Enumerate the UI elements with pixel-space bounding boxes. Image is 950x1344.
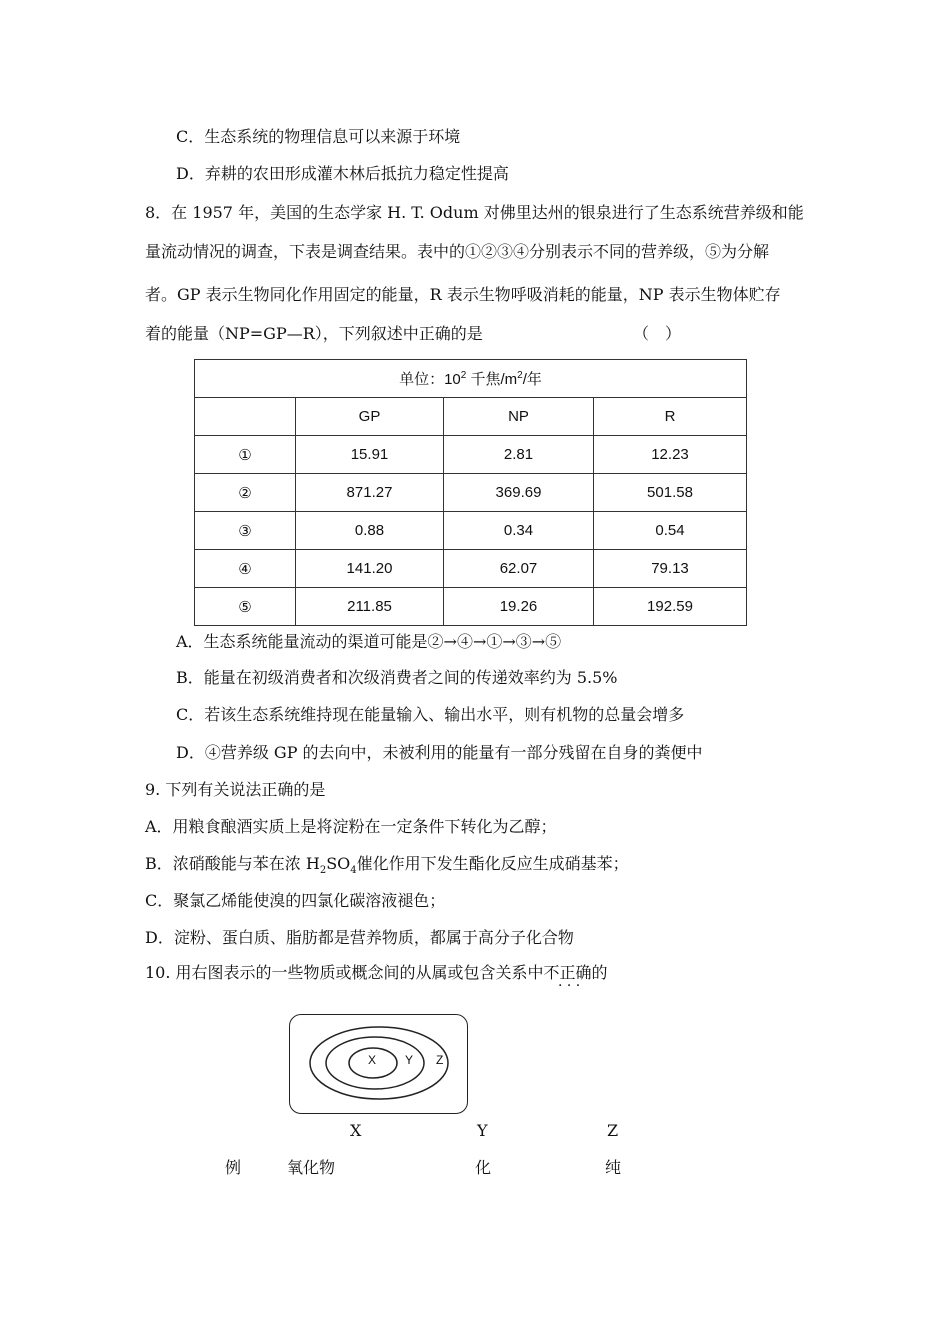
q8-option-c: C．若该生态系统维持现在能量输入、输出水平，则有机物的总量会增多 bbox=[176, 705, 685, 724]
q9-option-d: D．淀粉、蛋白质、脂肪都是营养物质，都属于高分子化合物 bbox=[145, 928, 574, 947]
table-cell: 192.59 bbox=[594, 588, 747, 626]
table-unit-row bbox=[195, 360, 747, 398]
table-cell: 501.58 bbox=[594, 474, 747, 512]
row-cell-z: 纯 bbox=[605, 1158, 622, 1177]
table-cell: 62.07 bbox=[444, 550, 594, 588]
table-header-cell: GP bbox=[296, 398, 444, 436]
table-row bbox=[195, 436, 747, 474]
table-cell: 2.81 bbox=[444, 436, 594, 474]
table-cell: 871.27 bbox=[296, 474, 444, 512]
table-row bbox=[195, 474, 747, 512]
table-unit-caption: 单位：$10^2$ 千焦$/m^2/$年 bbox=[195, 360, 747, 398]
q9-option-c: C．聚氯乙烯能使溴的四氯化碳溶液褪色； bbox=[145, 891, 446, 910]
table-cell: ② bbox=[195, 474, 296, 512]
table-cell: 141.20 bbox=[296, 550, 444, 588]
row-cell-x: 氧化物 bbox=[287, 1158, 336, 1177]
q9-option-a: A．用粮食酿酒实质上是将淀粉在一定条件下转化为乙醇； bbox=[145, 817, 557, 836]
column-header-x: X bbox=[350, 1121, 362, 1140]
q8-stem-line1: 8．在 1957 年，美国的生态学家 H. T. Odum 对佛里达州的银泉进行了生态系统营养级和能 bbox=[145, 203, 804, 222]
table-cell: 12.23 bbox=[594, 436, 747, 474]
table-cell: ④ bbox=[195, 550, 296, 588]
table-cell: 0.88 bbox=[296, 512, 444, 550]
q8-option-d: D．④营养级 GP 的去向中，未被利用的能量有一部分残留在自身的粪便中 bbox=[176, 743, 703, 762]
table-cell: ① bbox=[195, 436, 296, 474]
diagram-label-z: Z bbox=[436, 1053, 444, 1067]
q9-option-b: B．浓硝酸能与苯在浓 $H_2SO_4$催化作用下发生酯化反应生成硝基苯； bbox=[145, 854, 629, 877]
table-row bbox=[195, 512, 747, 550]
table-cell: 15.91 bbox=[296, 436, 444, 474]
q8-option-b: B．能量在初级消费者和次级消费者之间的传递效率约为 5.5% bbox=[176, 668, 618, 687]
table-cell: 0.54 bbox=[594, 512, 747, 550]
table-header-cell: R bbox=[594, 398, 747, 436]
q10-stem: 10. 用右图表示的一些物质或概念间的从属或包含关系中不正确的 bbox=[145, 963, 608, 982]
row-label: 例 bbox=[225, 1158, 242, 1177]
table-header-row bbox=[195, 398, 747, 436]
table-cell: 79.13 bbox=[594, 550, 747, 588]
table-cell: 211.85 bbox=[296, 588, 444, 626]
q8-stem-line2: 量流动情况的调查，下表是调查结果。表中的①②③④分别表示不同的营养级，⑤为分解 bbox=[145, 242, 770, 261]
column-header-z: Z bbox=[607, 1121, 619, 1140]
q8-stem-line3: 者。GP 表示生物同化作用固定的能量，R 表示生物呼吸消耗的能量，NP 表示生物体贮存 bbox=[145, 285, 781, 304]
table-cell: 369.69 bbox=[444, 474, 594, 512]
nested-ellipses-diagram bbox=[289, 1014, 468, 1114]
q7-option-d: D．弃耕的农田形成灌木林后抵抗力稳定性提高 bbox=[176, 164, 509, 183]
diagram-label-y: Y bbox=[405, 1053, 414, 1067]
q7-option-c: C．生态系统的物理信息可以来源于环境 bbox=[176, 127, 461, 146]
q9-stem: 9. 下列有关说法正确的是 bbox=[145, 780, 326, 799]
column-header-y: Y bbox=[477, 1121, 488, 1140]
row-cell-y: 化 bbox=[475, 1158, 492, 1177]
table-cell: 0.34 bbox=[444, 512, 594, 550]
emphasis-dots: · · · bbox=[558, 978, 581, 994]
table-cell: ⑤ bbox=[195, 588, 296, 626]
diagram-label-x: X bbox=[368, 1053, 377, 1067]
answer-bracket: （ ） bbox=[633, 324, 682, 343]
table-row bbox=[195, 588, 747, 626]
q8-stem-line4: 着的能量（NP=GP—R），下列叙述中正确的是 bbox=[145, 324, 483, 343]
energy-flow-table bbox=[194, 359, 747, 626]
q8-option-a: A．生态系统能量流动的渠道可能是②→④→①→③→⑤ bbox=[176, 632, 562, 651]
table-header-cell bbox=[195, 398, 296, 436]
table-header-cell: NP bbox=[444, 398, 594, 436]
table-cell: ③ bbox=[195, 512, 296, 550]
table-cell: 19.26 bbox=[444, 588, 594, 626]
table-row bbox=[195, 550, 747, 588]
